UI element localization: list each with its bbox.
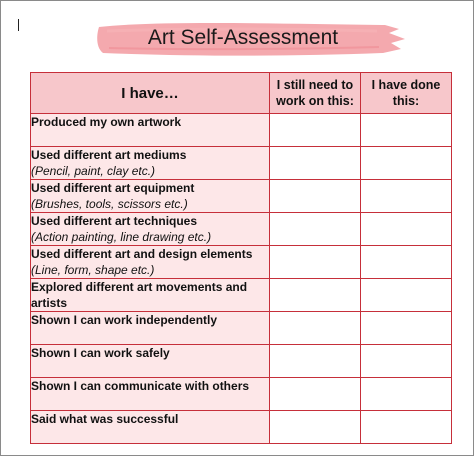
have-done-checkbox-cell[interactable] xyxy=(361,246,452,279)
have-done-checkbox-cell[interactable] xyxy=(361,147,452,180)
have-done-checkbox-cell[interactable] xyxy=(361,279,452,312)
row-example-text: (Pencil, paint, clay etc.) xyxy=(31,164,156,178)
row-main-text: Said what was successful xyxy=(31,412,179,426)
row-main-text: Shown I can work independently xyxy=(31,313,218,327)
header-i-have: I have… xyxy=(31,73,270,114)
table-row xyxy=(31,279,452,312)
row-label xyxy=(31,180,270,213)
still-need-checkbox-cell[interactable] xyxy=(270,147,361,180)
row-label xyxy=(31,411,270,444)
row-label xyxy=(31,246,270,279)
row-label xyxy=(31,345,270,378)
table-row xyxy=(31,378,452,411)
header-still-need: I still need to work on this: xyxy=(270,73,361,114)
still-need-checkbox-cell[interactable] xyxy=(270,345,361,378)
table-row xyxy=(31,180,452,213)
still-need-checkbox-cell[interactable] xyxy=(270,312,361,345)
row-main-text: Shown I can communicate with others xyxy=(31,379,250,393)
row-main-text: Used different art and design elements xyxy=(31,247,253,261)
have-done-checkbox-cell[interactable] xyxy=(361,312,452,345)
row-label xyxy=(31,312,270,345)
have-done-checkbox-cell[interactable] xyxy=(361,411,452,444)
table-row xyxy=(31,147,452,180)
row-main-text: Produced my own artwork xyxy=(31,115,182,129)
table-row xyxy=(31,213,452,246)
still-need-checkbox-cell[interactable] xyxy=(270,378,361,411)
row-label xyxy=(31,114,270,147)
still-need-checkbox-cell[interactable] xyxy=(270,213,361,246)
row-example-text: (Line, form, shape etc.) xyxy=(31,263,155,277)
still-need-checkbox-cell[interactable] xyxy=(270,114,361,147)
row-main-text: Used different art techniques xyxy=(31,214,198,228)
still-need-checkbox-cell[interactable] xyxy=(270,411,361,444)
table-row xyxy=(31,246,452,279)
have-done-checkbox-cell[interactable] xyxy=(361,378,452,411)
row-main-text: Explored different art movements and artists xyxy=(31,280,248,310)
page-title: Art Self-Assessment xyxy=(147,26,339,49)
still-need-checkbox-cell[interactable] xyxy=(270,279,361,312)
row-label xyxy=(31,279,270,312)
still-need-checkbox-cell[interactable] xyxy=(270,180,361,213)
row-example-text: (Brushes, tools, scissors etc.) xyxy=(31,197,188,211)
self-assessment-table xyxy=(30,72,452,444)
row-label xyxy=(31,213,270,246)
header-row xyxy=(31,73,452,114)
have-done-checkbox-cell[interactable] xyxy=(361,114,452,147)
row-label xyxy=(31,147,270,180)
table-row xyxy=(31,411,452,444)
table-row xyxy=(31,312,452,345)
table-row xyxy=(31,345,452,378)
still-need-checkbox-cell[interactable] xyxy=(270,246,361,279)
table-row xyxy=(31,114,452,147)
have-done-checkbox-cell[interactable] xyxy=(361,180,452,213)
row-main-text: Shown I can work safely xyxy=(31,346,170,360)
row-main-text: Used different art mediums xyxy=(31,148,187,162)
header-have-done: I have done this: xyxy=(361,73,452,114)
row-example-text: (Action painting, line drawing etc.) xyxy=(31,230,212,244)
have-done-checkbox-cell[interactable] xyxy=(361,213,452,246)
row-main-text: Used different art equipment xyxy=(31,181,195,195)
have-done-checkbox-cell[interactable] xyxy=(361,345,452,378)
row-label xyxy=(31,378,270,411)
text-cursor xyxy=(18,19,19,31)
title-banner xyxy=(93,19,409,59)
